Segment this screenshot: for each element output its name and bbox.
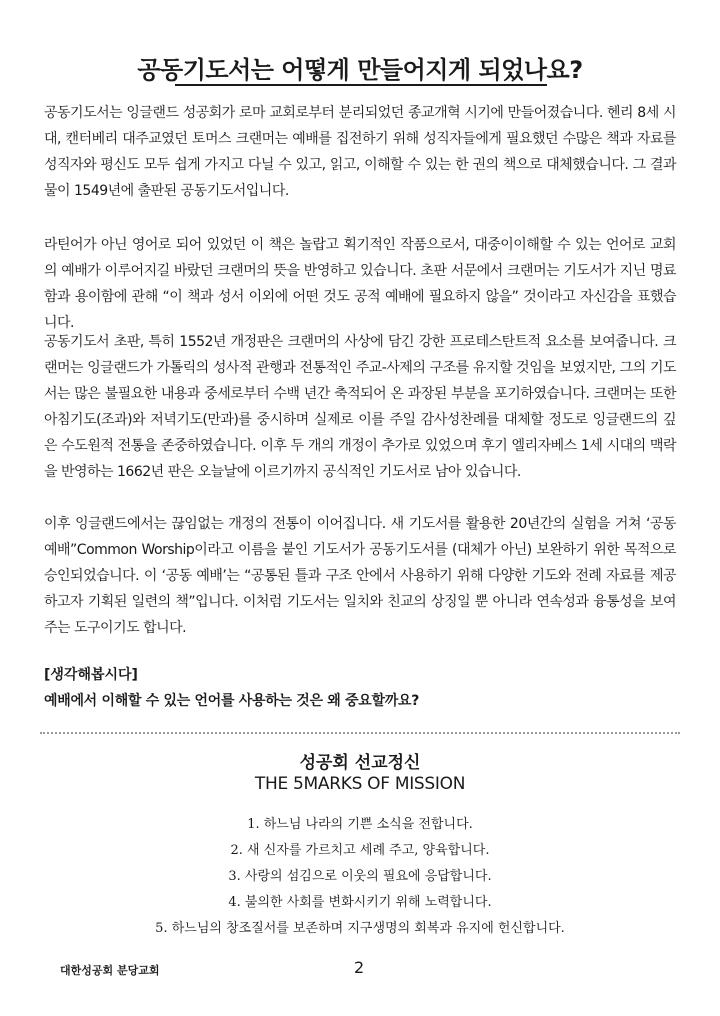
title-underline bbox=[175, 84, 547, 86]
paragraph-common-worship: 이후 잉글랜드에서는 끊임없는 개정의 전통이 이어집니다. 새 기도서를 활용한 20년간의 실험을 거쳐 ‘공동 예배”Common Worship이라고 이름을 붙인 기도서가 공동기도서를 (대체가 아닌) 보완하기 위한 목적으로 승인되었습니다. 이 ‘공동 예배’는 “공통된 틀과 구조 안에서 사용하기 위해 다양한 기도와 전례 자료를 제공하고자 기획된 일련의 책”입니다. 이처럼 기도서는 일치와 친교의 상징일 뿐 아니라 연속성과 융통성을 보여주는 도구이기도 합니다. bbox=[44, 516, 676, 636]
mission-item: 5. 하느님의 창조질서를 보존하며 지구생명의 회복과 유지에 헌신합니다. bbox=[155, 921, 565, 936]
think-question: 예배에서 이해할 수 있는 언어를 사용하는 것은 왜 중요할까요? bbox=[44, 693, 420, 709]
paragraph-origin: 공동기도서는 잉글랜드 성공회가 로마 교회로부터 분리되었던 종교개혁 시기에 만들어졌습니다. 헨리 8세 시대, 캔터베리 대주교였던 토머스 크랜머는 예배를 집전하기 위해 성직자들에게 필요했던 수많은 책과 자료를 성직자와 평신도 모두 쉽게 가지고 다닐 수 있고, 읽고, 이해할 수 있는 한 권의 책으로 대체했습니다. 그 결과물이 1549년에 출판된 공동기도서입니다. bbox=[44, 105, 676, 199]
footer-org-name: 대한성공회 분당교회 bbox=[60, 964, 160, 977]
page-title: 공동기도서는 어떻게 만들어지게 되었나요? bbox=[137, 56, 583, 84]
mission-list bbox=[0, 812, 720, 942]
think-label: [생각해봅시다] bbox=[44, 667, 138, 683]
mission-item: 3. 사랑의 섬김으로 이웃의 필요에 응답합니다. bbox=[228, 869, 492, 884]
mission-item: 4. 불의한 사회를 변화시키기 위해 노력합니다. bbox=[228, 895, 492, 910]
mission-title: 성공회 선교정신 bbox=[299, 753, 421, 773]
mission-item: 2. 새 신자를 가르치고 세례 주고, 양육합니다. bbox=[230, 843, 490, 858]
section-divider bbox=[40, 732, 680, 734]
mission-item: 1. 하느님 나라의 기쁜 소식을 전합니다. bbox=[247, 817, 473, 832]
page-number: 2 bbox=[354, 958, 365, 977]
mission-subtitle: THE 5MARKS OF MISSION bbox=[254, 774, 466, 794]
paragraph-english-language: 라틴어가 아닌 영어로 되어 있었던 이 책은 놀랍고 획기적인 작품으로서, 대중이이해할 수 있는 언어로 교회의 예배가 이루어지길 바랐던 크랜머의 뜻을 반영하고 있습니다. 초판 서문에서 크랜머는 기도서가 지닌 명료함과 용이함에 관해 “이 책과 성서 이외에 어떤 것도 공적 예배에 필요하지 않을” 것이라고 자신감을 표했습니다. bbox=[44, 237, 676, 331]
paragraph-1552-revision: 공동기도서 초판, 특히 1552년 개정판은 크랜머의 사상에 담긴 강한 프로테스탄트적 요소를 보여줍니다. 크랜머는 잉글랜드가 가톨릭의 성사적 관행과 전통적인 주교-사제의 구조를 유지할 것임을 보였지만, 그의 기도서는 많은 불필요한 내용과 중세로부터 수백 년간 축적되어 온 과장된 부분을 포기하였습니다. 크랜머는 또한 아침기도(조과)와 저녁기도(만과)를 중시하며 실제로 이를 주일 감사성찬례를 대체할 정도로 잉글랜드의 깊은 수도원적 전통을 존중하였습니다. 이후 두 개의 개정이 추가로 있었으며 후기 엘리자베스 1세 시대의 맥락을 반영하는 1662년 판은 오늘날에 이르기까지 공식적인 기도서로 남아 있습니다. bbox=[44, 334, 676, 480]
